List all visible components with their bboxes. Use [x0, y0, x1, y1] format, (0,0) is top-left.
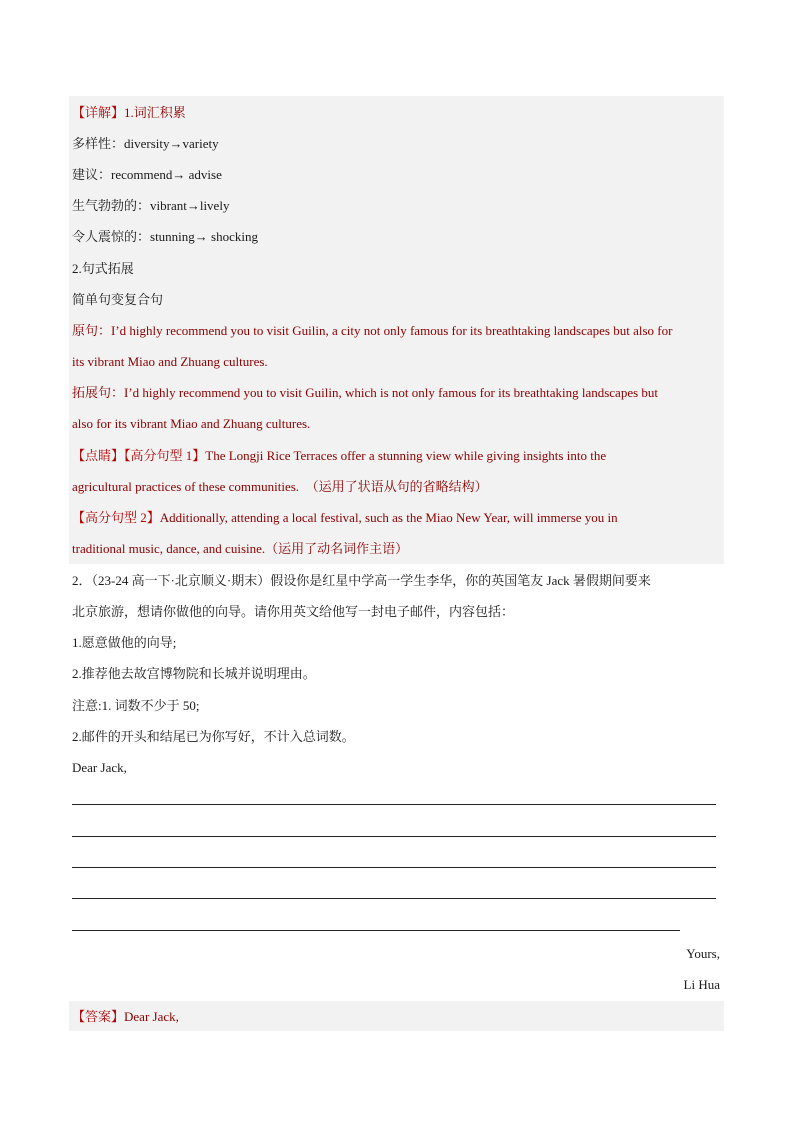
note-line-1: 注意:1. 词数不少于 50;: [72, 698, 200, 713]
requirement-item: 2.推荐他去故宫博物院和长城并说明理由。: [72, 666, 316, 681]
sentence-heading: 2.句式拓展: [72, 261, 134, 276]
original-label: 原句：: [72, 323, 112, 338]
signature: Li Hua: [683, 977, 720, 992]
grammar-note-2: （运用了动名词作主语）: [265, 541, 409, 556]
comment-line-3: 【高分句型 2】Additionally, attending a local festival, such as the Miao New Year, will immerse you in: [72, 510, 618, 525]
closing: Yours,: [686, 946, 720, 961]
requirement-item: 1.愿意做他的向导;: [72, 635, 177, 650]
question-number: 2．: [72, 573, 92, 588]
vocab-item: 令人震惊的：stunning→ shocking: [72, 229, 258, 244]
comment-line-1: 【点睛】【高分句型 1】The Longji Rice Terraces offer a stunning view while giving insights into the: [72, 448, 607, 463]
sentence-subheading: 简单句变复合句: [72, 292, 164, 307]
expanded-sentence-line-1: 拓展句：I’d highly recommend you to visit Guilin, which is not only famous for its breathtaking landscapes but: [72, 385, 659, 400]
writing-line[interactable]: [72, 836, 716, 837]
question-source: （23-24 高一下·北京顺义·期末）: [91, 573, 271, 588]
comment-line-4: traditional music, dance, and cuisine.（运用了动名词作主语）: [72, 541, 409, 556]
vocab-heading: 1.词汇积累: [124, 105, 186, 120]
comment-tag: 【点睛】: [72, 448, 125, 463]
grammar-note-1: （运用了状语从句的省略结构）: [305, 479, 488, 494]
comment-line-2: agricultural practices of these communities. （运用了状语从句的省略结构）: [72, 479, 488, 494]
vocab-item: 生气勃勃的：vibrant→lively: [72, 198, 230, 213]
detail-tag: 【详解】: [72, 105, 125, 120]
writing-line[interactable]: [72, 898, 716, 899]
answer-text: Dear Jack,: [124, 1009, 179, 1024]
salutation: Dear Jack,: [72, 760, 127, 775]
answer-tag: 【答案】: [72, 1009, 125, 1024]
high-score-tag-2: 【高分句型 2】: [72, 510, 160, 525]
expanded-label: 拓展句：: [72, 385, 125, 400]
original-sentence-line-1: 原句：I’d highly recommend you to visit Guilin, a city not only famous for its breathtaking landscapes but also for: [72, 323, 673, 338]
question-prompt-line-1: 2．（23-24 高一下·北京顺义·期末）假设你是红星中学高一学生李华，你的英国笔友 Jack 暑假期间要来: [72, 573, 651, 588]
vocab-item: 建议：recommend→ advise: [72, 167, 222, 182]
writing-line[interactable]: [72, 930, 680, 931]
writing-line[interactable]: [72, 867, 716, 868]
expanded-sentence-line-2: also for its vibrant Miao and Zhuang cultures.: [72, 416, 311, 431]
high-score-tag-1: 【高分句型 1】: [124, 448, 206, 463]
vocab-item: 多样性：diversity→variety: [72, 136, 219, 151]
detail-heading: [72, 103, 186, 123]
writing-line[interactable]: [72, 804, 716, 805]
note-line-2: 2.邮件的开头和结尾已为你写好，不计入总词数。: [72, 729, 355, 744]
answer-line: [72, 1007, 179, 1027]
question-prompt-line-2: 北京旅游，想请你做他的向导。请你用英文给他写一封电子邮件，内容包括：: [72, 604, 515, 619]
original-sentence-line-2: its vibrant Miao and Zhuang cultures.: [72, 354, 268, 369]
